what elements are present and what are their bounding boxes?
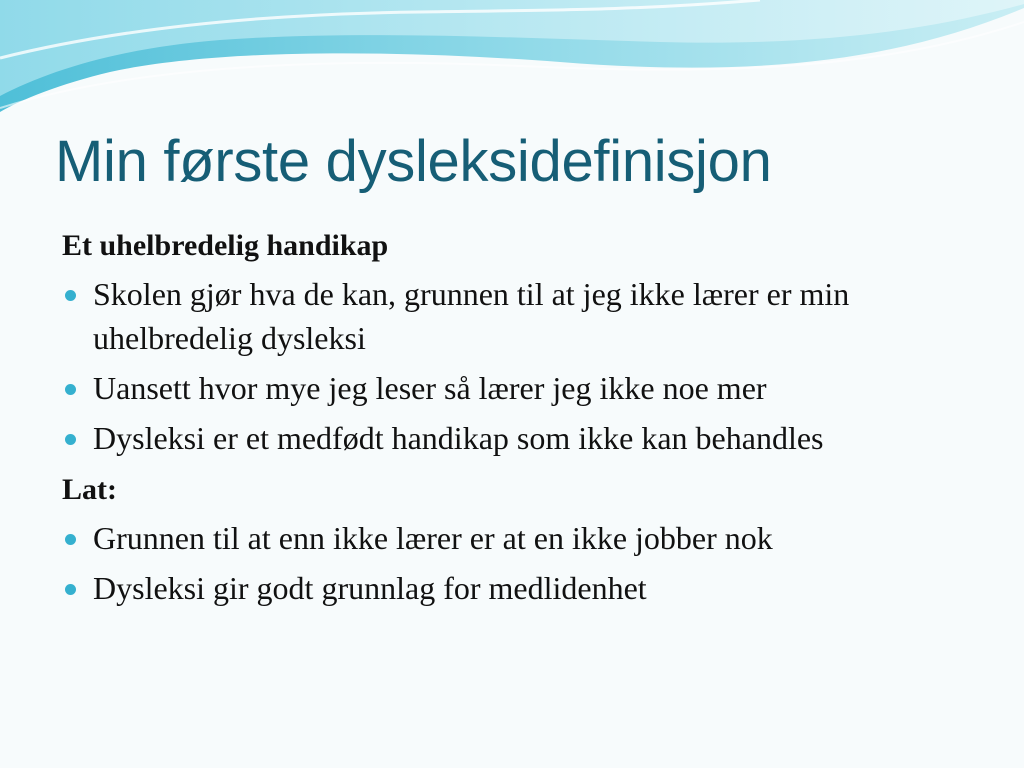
bullet-dot-icon — [65, 534, 76, 545]
list-item-text: Uansett hvor mye jeg leser så lærer jeg ikke noe mer — [93, 370, 767, 406]
bullet-dot-icon — [65, 584, 76, 595]
list-item — [62, 366, 962, 410]
list-item-text: Dysleksi gir godt grunnlag for medlidenhet — [93, 570, 647, 606]
list-item — [62, 516, 962, 560]
bullet-list-uhelbredelig — [62, 272, 962, 460]
list-item-text: Skolen gjør hva de kan, grunnen til at jeg ikke lærer er min uhelbredelig dysleksi — [93, 276, 850, 356]
bullet-dot-icon — [65, 434, 76, 445]
slide-body — [62, 224, 962, 620]
list-item — [62, 272, 962, 360]
bullet-dot-icon — [65, 384, 76, 395]
section-heading-uhelbredelig: Et uhelbredelig handikap — [62, 229, 389, 262]
section-heading-lat: Lat: — [62, 473, 117, 506]
bullet-list-lat — [62, 516, 962, 610]
list-item-text: Grunnen til at enn ikke lærer er at en ikke jobber nok — [93, 520, 773, 556]
list-item — [62, 566, 962, 610]
slide-title: Min første dysleksidefinisjon — [55, 129, 772, 194]
list-item-text: Dysleksi er et medfødt handikap som ikke kan behandles — [93, 420, 824, 456]
bullet-dot-icon — [65, 290, 76, 301]
list-item — [62, 416, 962, 460]
header-wave-decoration — [0, 0, 1024, 120]
